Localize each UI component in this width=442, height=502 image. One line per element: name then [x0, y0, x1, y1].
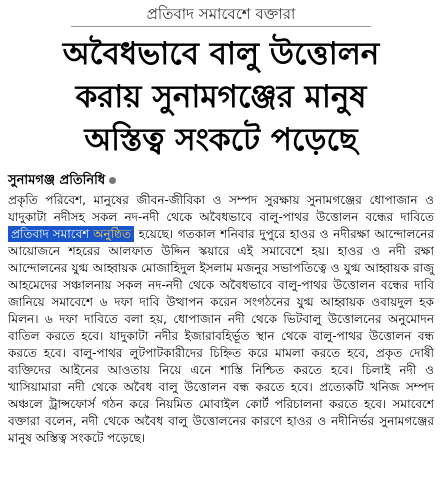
article-body [8, 192, 434, 447]
headline-line-3: অস্তিত্ব সংকটে পড়েছে [84, 122, 358, 158]
byline: সুনামগঞ্জ প্রতিনিধি [8, 173, 106, 188]
body-part-2: হয়েছে। গতকাল শনিবার দুপুরে হাওর ও নদীরক্ষা আন্দোলনের আয়োজনে শহরের আলফাত উদ্দিন স্কয়ারে এই সমাবেশে হয়। হাওর ও নদী রক্ষা আন্দোলনের যুগ্ম আহ্বায়ক মোজাহিদুল ইসলাম মজনুর সভাপতিত্বে ও যুগ্ম আহ্বায়ক রাজু আহমেদের সঞ্চালনায় সকল নদ-নদী থেকে অবৈধভাবে বালু-পাথর উত্তোলন বন্ধের দাবি জানিয়ে সমাবেশে ৬ দফা দাবি উত্থাপন করেন সংগঠনের যুগ্ম আহ্বায়ক ওবায়দুল হক মিলন। ৬ দফা দাবিতে বলা হয়, ধোপাজান নদী থেকে ভিটবালু উত্তোলনের অনুমোদন বাতিল করতে হবে। যাদুকাটা নদীর ইজারাবহির্ভূত স্থান থেকে বালু-পাথর উত্তোলন বন্ধ করতে হবে। বালু-পাথর লুটপাটকারীদের চিহ্নিত করে মামলা করতে হবে, প্রকৃত দোষী ব্যক্তিদের আইনের আওতায় নিয়ে এনে শাস্তি নিশ্চিত করতে হবে। চিলাই নদী ও খাসিয়ামারা নদী থেকে অবৈধ বালু উত্তোলন বন্ধ করতে হবে। প্রত্যেকটি খনিজ সম্পদ অঞ্চলে ট্রান্সফোর্স গঠন করে নিয়মিত মোবাইল কোর্ট পরিচালনা করতে হবে। সমাবেশে বক্তারা বলেন, নদী থেকে অবৈধ বালু উত্তোলনের কারণে হাওর ও নদীনির্ভর সুনামগঞ্জের মানুষ অস্তিত্ব সংকটে পড়েছে। [8, 227, 434, 445]
kicker: প্রতিবাদ সমাবেশে বক্তারা [146, 5, 296, 23]
headline-line-2: করায় সুনামগঞ্জের মানুষ [75, 79, 367, 115]
bullet-icon [109, 177, 116, 184]
headline-line-1: অবৈধভাবে বালু উত্তোলন [62, 36, 380, 72]
highlight-lead: প্রতিবাদ সমাবেশ [11, 227, 90, 241]
byline-row [8, 172, 434, 190]
highlight-band [8, 226, 134, 242]
highlight-accent: অনুষ্ঠিত [89, 227, 131, 241]
body-part-1: প্রকৃতি পরিবেশ, মানুষের জীবন-জীবিকা ও সম্পদ সুরক্ষায় সুনামগঞ্জের ধোপাজান ও যাদুকাটা নদীসহ সকল নদ-নদী থেকে অবৈধভাবে বালু-পাথর উত্তোলন বন্ধের দাবিতে [8, 193, 434, 224]
kicker-divider [71, 26, 371, 27]
headline [8, 33, 434, 162]
